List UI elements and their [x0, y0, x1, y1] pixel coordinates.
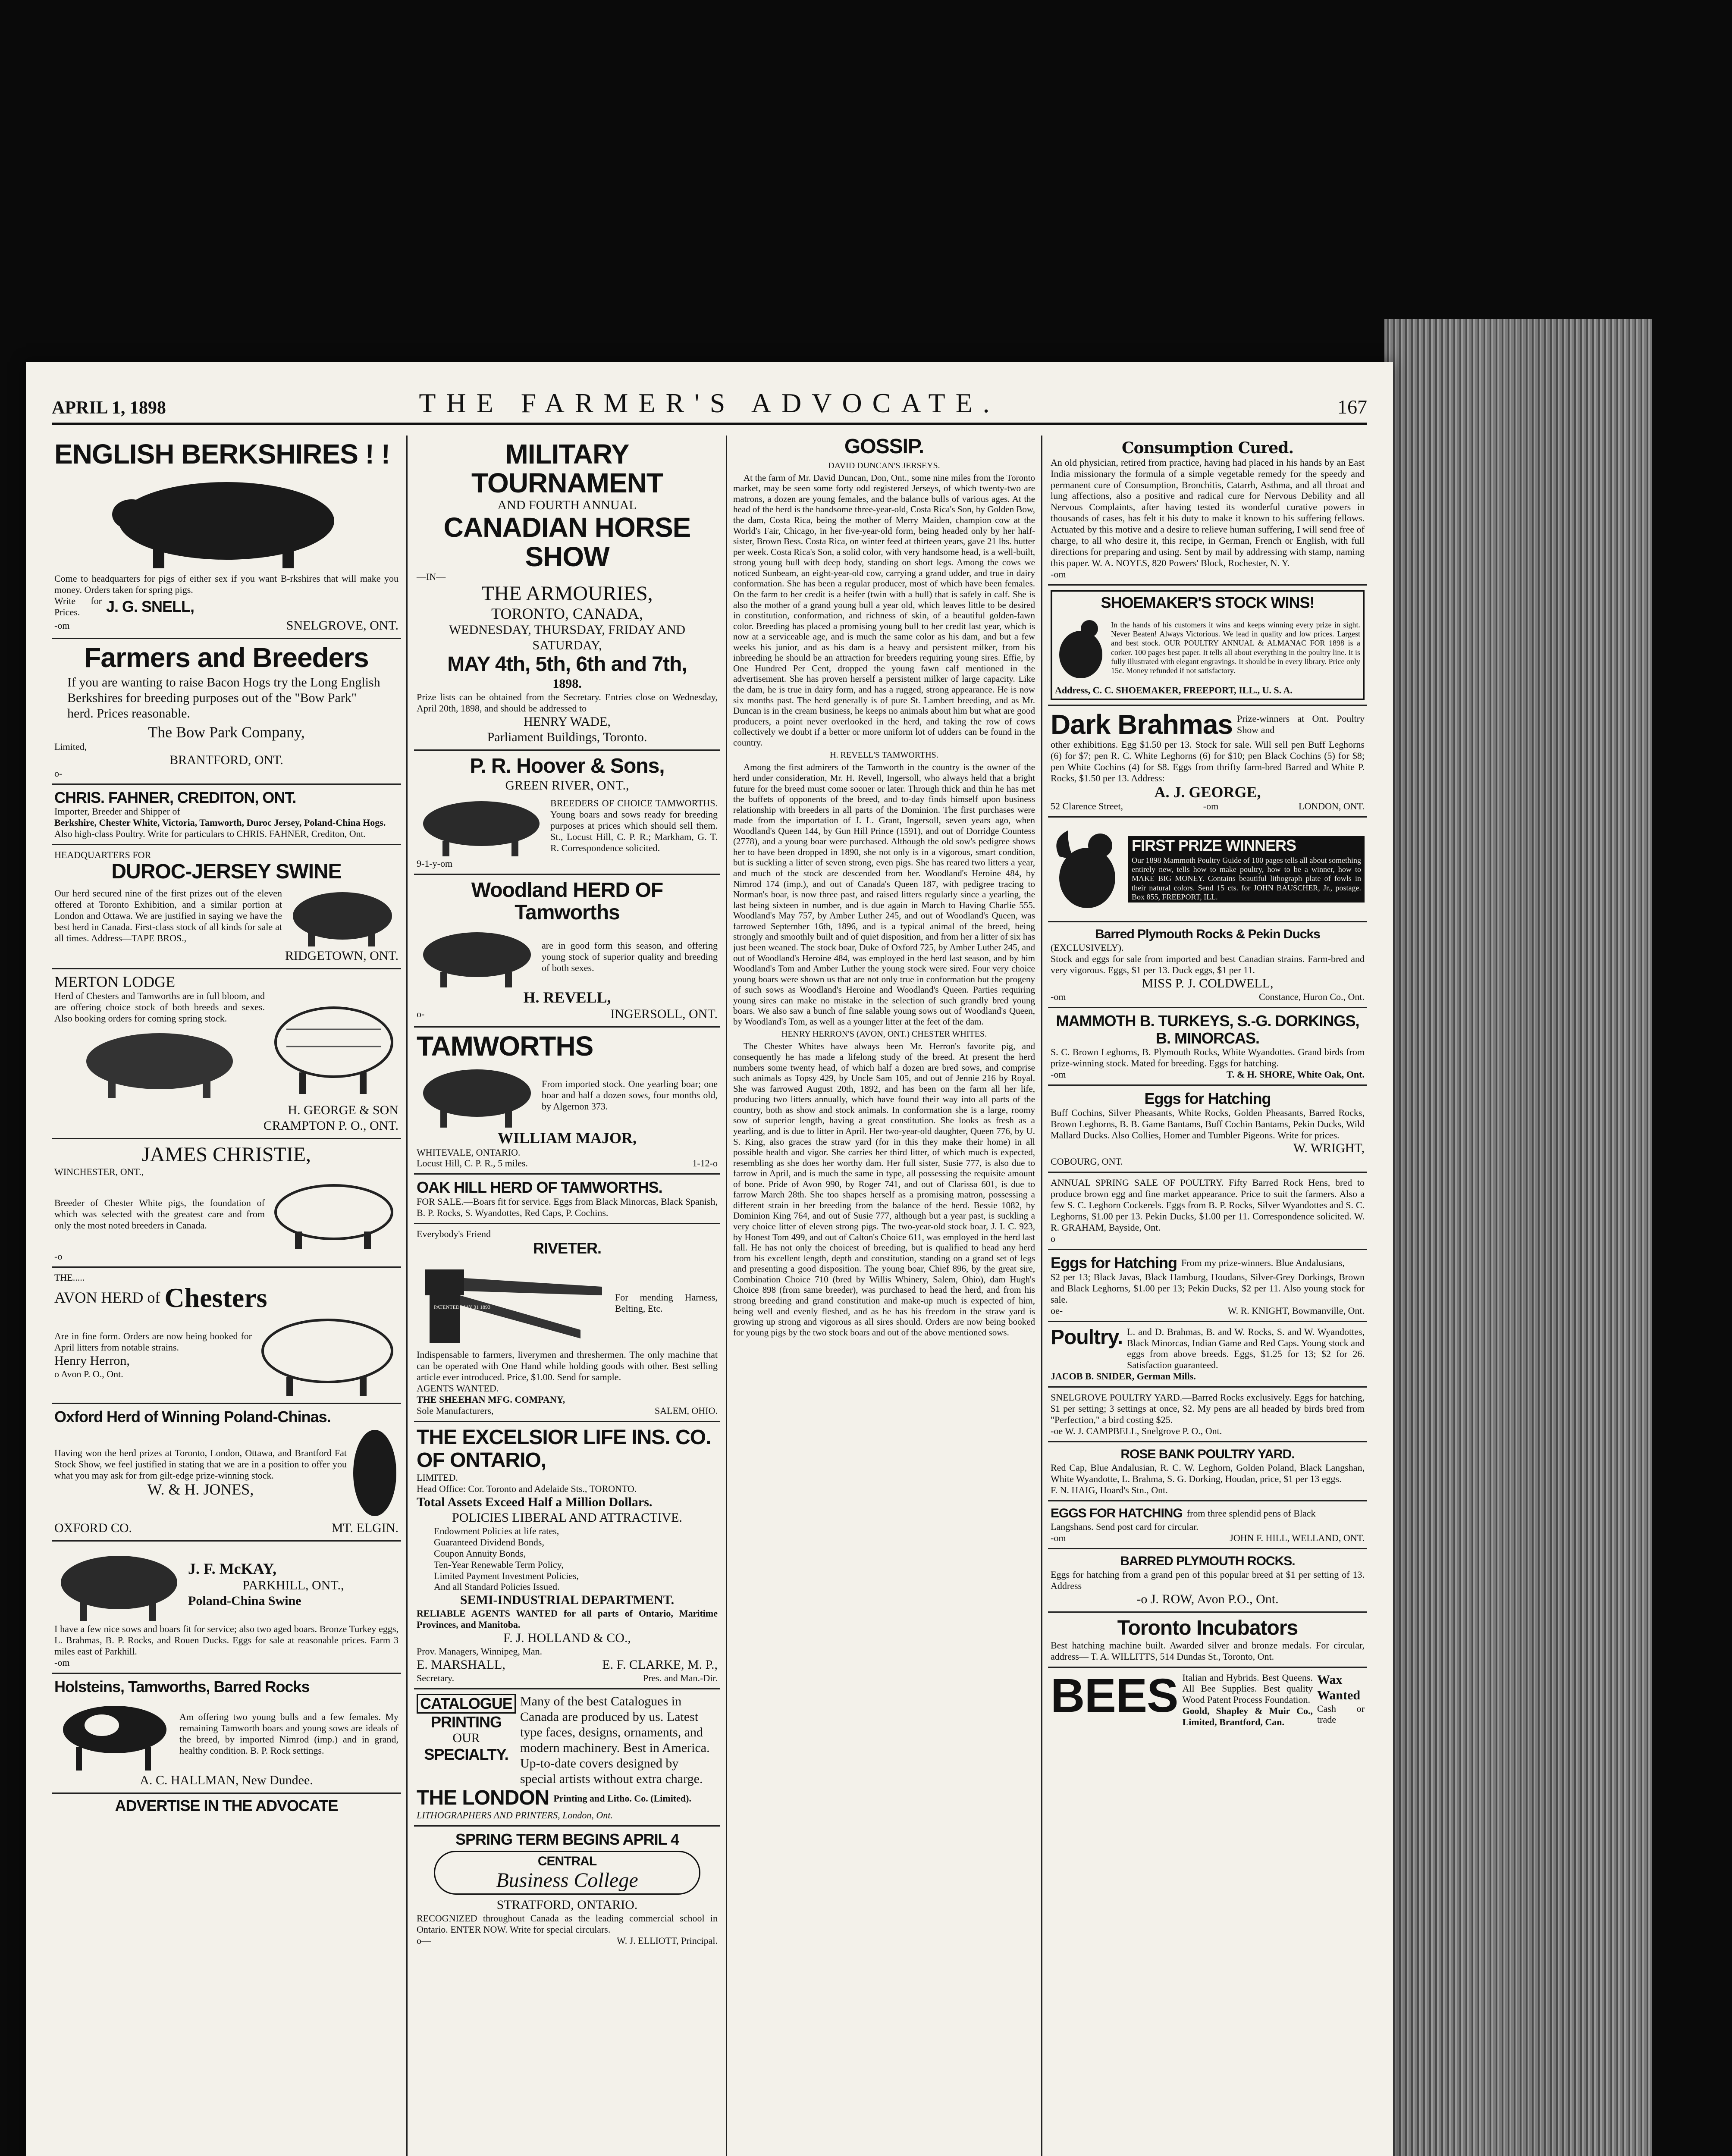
ad-consumption — [1048, 436, 1367, 586]
tamworth-pig-illustration — [417, 924, 537, 989]
ad-place: RIDGETOWN, ONT. — [285, 948, 398, 963]
column-rule — [406, 436, 408, 2156]
column-4 — [1048, 436, 1367, 2156]
ad-code: -om — [54, 620, 70, 631]
policy-list-item: Limited Payment Investment Policies, — [434, 1570, 579, 1581]
ad-place: o Avon P. O., Ont. — [54, 1369, 123, 1380]
ad-duroc — [52, 845, 401, 969]
chester-pig-illustration — [78, 1027, 242, 1100]
ad-code: o— — [417, 1935, 431, 1946]
ad-title: BARRED PLYMOUTH ROCKS. — [1120, 1554, 1295, 1568]
gossip-subhead: DAVID DUNCAN'S JERSEYS. — [828, 461, 940, 470]
ad-title: DUROC-JERSEY SWINE — [111, 860, 342, 884]
ad-snelgrove-poultry — [1048, 1388, 1367, 1442]
ad-body: FOR SALE.—Boars fit for service. Eggs from Black Minorcas, Black Spanish, B. P. Rocks, S. Wyandottes, Red Caps, P. Cochins. — [417, 1196, 718, 1218]
ad-left4: SPECIALTY. — [424, 1745, 508, 1764]
ad-body: BREEDERS OF CHOICE TAMWORTHS. Young boars and sows ready for breeding purposes at prices which should sell them. St., Locust Hill, C. P. R.; Markham, G. T. R. Correspondence solicited. — [550, 797, 718, 853]
ad-code: oe- — [1051, 1305, 1063, 1316]
ad-place: SNELGROVE, ONT. — [286, 618, 398, 633]
ad-body: Indispensable to farmers, liverymen and threshermen. The only machine that can be operated with One Hand while holding goods with other. Best selling article ever introduced. Price, $1.00. Send for sample. — [417, 1349, 718, 1383]
duroc-pig-illustration — [286, 884, 398, 948]
ad-name: JACOB B. SNIDER, German Mills. — [1051, 1371, 1196, 1382]
ad-addr: Locust Hill, C. P. R., 5 miles. — [417, 1158, 528, 1169]
ad-bees — [1048, 1668, 1367, 1733]
ad-line1: Importer, Breeder and Shipper of — [54, 806, 180, 817]
berkshire-pig-illustration — [106, 471, 347, 570]
ad-title: Poultry. — [1051, 1326, 1123, 1349]
hen-illustration — [1055, 611, 1107, 685]
ad-side: from three splendid pens of Black — [1186, 1508, 1316, 1519]
ad-revell — [414, 875, 720, 1028]
ad-managers: Prov. Managers, Winnipeg, Man. — [417, 1646, 543, 1657]
column-2 — [414, 436, 720, 2156]
tamworth-pig-illustration — [417, 1061, 537, 1130]
gossip-title: GOSSIP. — [844, 436, 924, 458]
ad-big: Chesters — [164, 1282, 267, 1313]
ad-name: T. & H. SHORE, White Oak, Ont. — [1226, 1069, 1365, 1080]
ad-mckay — [52, 1542, 401, 1674]
ad-body: Buff Cochins, Silver Pheasants, White Rocks, Golden Pheasants, Barred Rocks, Brown Leghorns, B. B. Game Bantams, Buff Cochin Bantams, Pekin Ducks, Wild Mallard Ducks. Also Collies, Homer and Tumbler Pigeons. Write for prices. — [1051, 1107, 1365, 1141]
ad-title: Consumption Cured. — [1122, 439, 1293, 457]
ad-title: Woodland HERD OF Tamworths — [471, 878, 663, 924]
ad-place: WHITEVALE, ONTARIO. — [417, 1147, 521, 1158]
ad-code: o — [1051, 1233, 1055, 1244]
ad-title: EGGS FOR HATCHING — [1051, 1506, 1183, 1520]
column-rule — [726, 436, 727, 2156]
ad-title: ROSE BANK POULTRY YARD. — [1120, 1447, 1295, 1462]
ad-code: -om — [1203, 801, 1219, 812]
riveter-tool-illustration — [417, 1257, 611, 1347]
ad-shore — [1048, 1008, 1367, 1086]
ad-title: MILITARY TOURNAMENT — [471, 439, 663, 499]
ad-oak-hill — [414, 1175, 720, 1224]
gossip-subhead: H. REVELL'S TAMWORTHS. — [830, 750, 938, 760]
ad-body: Breeder of Chester White pigs, the foundation of which was selected with the greatest care and from only the most noted breeders in Canada. — [54, 1197, 265, 1231]
ad-place: CRAMPTON P. O., ONT. — [263, 1119, 398, 1133]
ad-body: Italian and Hybrids. Best Queens. All Bee Supplies. Best quality Wood Patent Process Foundation. — [1182, 1672, 1313, 1705]
ad-title: Dark Brahmas — [1051, 708, 1233, 740]
ad-wright — [1048, 1086, 1367, 1173]
ad-shoemaker — [1048, 586, 1367, 706]
ad-coldwell — [1048, 922, 1367, 1008]
ad-write: Write for Prices. — [54, 595, 102, 618]
pig-head-illustration — [351, 1426, 398, 1520]
poland-china-pig-illustration — [54, 1546, 184, 1623]
ad-addr: Address, C. C. SHOEMAKER, FREEPORT, ILL., U. S. A. — [1055, 684, 1293, 696]
ad-title: BEES — [1051, 1669, 1178, 1722]
ad-name: A. C. HALLMAN, New Dundee. — [140, 1773, 313, 1788]
ad-body: Are in fine form. Orders are now being booked for April litters from notable strains. — [54, 1331, 252, 1353]
tamworth-pig-illustration — [417, 793, 546, 858]
ad-graham — [1048, 1173, 1367, 1250]
ad-role: Sole Manufacturers, — [417, 1405, 494, 1416]
ad-dates: MAY 4th, 5th, 6th and 7th, — [447, 653, 687, 676]
ad-body: Also high-class Poultry. Write for particulars to CHRIS. FAHNER, Crediton, Ont. — [54, 828, 366, 840]
ad-semi: SEMI-INDUSTRIAL DEPARTMENT. — [460, 1593, 675, 1608]
ad-excl: (EXCLUSIVELY). — [1051, 942, 1124, 953]
ad-body: ANNUAL SPRING SALE OF POULTRY. Fifty Barred Rock Hens, bred to produce brown egg and fine market appearance. Price to suit the farmers. Also a few S. C. Leghorn Cockerels. Eggs from B. P. Rocks, Silver Wyandottes and S. C. Leghorns, $1.00 per 13. Pekin Ducks, $1.00 per 11. Correspondence solicited. W. R. GRAHAM, Bayside, Ont. — [1051, 1177, 1365, 1233]
ad-place: WINCHESTER, ONT., — [54, 1166, 144, 1178]
ad-code: o- — [417, 1008, 425, 1019]
ad-limited: Limited, — [54, 741, 87, 752]
ad-body: are in good form this season, and offering young stock of superior quality and breeding of both sexes. — [542, 940, 718, 974]
ad-line2: Berkshire, Chester White, Victoria, Tamworth, Duroc Jersey, Poland-China Hogs. — [54, 817, 386, 828]
ad-title: Oxford Herd of Winning Poland-Chinas. — [54, 1408, 331, 1426]
ad-policies: POLICIES LIBERAL AND ATTRACTIVE. — [452, 1510, 682, 1525]
ad-body: Our 1898 Mammoth Poultry Guide of 100 pages tells all about something entirely new, tells how to make poultry, how to be a winner, how to MAKE BIG MONEY. Contains beautiful lithograph plate of fowls in their natural colors. Send 15 cts. for JOHN BAUSCHER, Jr., postage. Box 855, FREEPORT, ILL. — [1128, 855, 1365, 903]
ad-script: Business College — [496, 1868, 638, 1892]
ad-body: Langshans. Send post card for circular. — [1051, 1521, 1199, 1532]
ad-county: OXFORD CO. — [54, 1520, 132, 1535]
ad-place: LONDON, ONT. — [1299, 801, 1365, 812]
masthead-title: THE FARMER'S ADVOCATE. — [419, 388, 1000, 418]
ad-body: Our herd secured nine of the first prizes out of the eleven offered at Toronto Exhibition, and a similar portion at London and Ottawa. We are justified in saying we have the best herd in Canada. First-class stock of all kinds for sale at all times. Address—TAPE BROS., — [54, 888, 282, 943]
ad-title: THE EXCELSIOR LIFE INS. CO. OF ONTARIO, — [417, 1426, 711, 1472]
column-rule — [1041, 436, 1042, 2156]
ad-name: A. J. GEORGE, — [1154, 783, 1261, 801]
ad-body: Many of the best Catalogues in Canada are produced by us. Latest type faces, designs, ornaments, and modern machinery. Best in America. Up-to-date covers designed by special artists without extra charge. — [520, 1694, 710, 1786]
ad-rose-bank — [1048, 1442, 1367, 1501]
ad-body: An old physician, retired from practice, having had placed in his hands by an East India missionary the formula of a simple vegetable remedy for the speedy and permanent cure of Consumption, Bronchitis, Catarrh, Asthma, and all throat and lung affections, also a positive and radical cure for Nervous Debility and all Nervous Complaints, after having tested its wonderful curative powers in thousands of cases, has felt it his duty to make it known to his suffering fellows. Actuated by this motive and a desire to relieve human suffering, I will send free of charge, to all who desire it, this recipe, in German, French or English, with full directions for preparing and using. Sent by mail by addressing with stamp, naming this paper. W. A. NOYES, 820 Powers' Block, Rochester, N. Y. — [1051, 457, 1365, 569]
ad-sub: LITHOGRAPHERS AND PRINTERS, London, Ont. — [417, 1810, 613, 1821]
ad-body: Red Cap, Blue Andalusian, R. C. W. Leghorn, Golden Poland, Black Langshan, White Wyandotte, L. Brahma, S. G. Dorking, Houdan, price, $1 per 13 eggs. — [1051, 1462, 1365, 1485]
ad-body: Having won the herd prizes at Toronto, London, Ottawa, and Brantford Fat Stock Show, we feel justified in stating that we are in a position to offer you what you may ask for from gilt-edge prize-winning stock. — [54, 1448, 347, 1481]
page-number: 167 — [1337, 396, 1367, 418]
policy-list-item: And all Standard Policies Issued. — [434, 1581, 560, 1592]
ad-row — [1048, 1549, 1367, 1613]
ad-title: TAMWORTHS — [417, 1030, 593, 1062]
ad-year: 1898. — [552, 676, 582, 691]
ad-clarke: E. F. CLARKE, M. P., — [602, 1658, 718, 1672]
ad-title: SPRING TERM BEGINS APRIL 4 — [455, 1830, 679, 1848]
ad-name: H. REVELL, — [523, 989, 611, 1006]
ad-name: JOHN F. HILL, WELLAND, ONT. — [1230, 1532, 1365, 1543]
ad-code: 9-1-y-om — [417, 858, 453, 869]
ad-company: THE SHEEHAN MFG. COMPANY, — [417, 1394, 565, 1405]
page-header — [52, 388, 1367, 425]
ad-agents: RELIABLE AGENTS WANTED for all parts of Ontario, Maritime Provinces, and Manitoba. — [417, 1608, 718, 1630]
ad-place: GREEN RIVER, ONT., — [505, 778, 629, 793]
ad-hill — [1048, 1501, 1367, 1549]
ad-body: SNELGROVE POULTRY YARD.—Barred Rocks exclusively. Eggs for hatching, $1 per setting; 3 settings at once, $2. My pens are all headed by birds bred from "Perfection," a bird costing $25. — [1051, 1392, 1365, 1426]
ad-marshall: E. MARSHALL, — [417, 1658, 505, 1672]
ad-name: F. N. HAIG, Hoard's Stn., Ont. — [1051, 1485, 1168, 1496]
column-1 — [52, 436, 401, 2156]
ad-business-college — [414, 1827, 720, 1951]
ad-fahner — [52, 785, 401, 845]
tamworth-pig-illustration — [269, 995, 398, 1098]
ad-title: ENGLISH BERKSHIRES ! ! — [54, 439, 390, 470]
ad-dark-brahmas — [1048, 706, 1367, 818]
ad-days: WEDNESDAY, THURSDAY, FRIDAY AND SATURDAY, — [449, 623, 686, 653]
issue-date: APRIL 1, 1898 — [52, 398, 166, 418]
ad-code: -om — [1051, 991, 1066, 1003]
ad-knight — [1048, 1250, 1367, 1322]
policy-list-item: Coupon Annuity Bonds, — [434, 1548, 526, 1559]
ad-place: MT. ELGIN. — [331, 1520, 398, 1535]
ad-name: W. & H. JONES, — [147, 1480, 254, 1498]
ad-in: —IN— — [417, 571, 446, 582]
ad-place: INGERSOLL, ONT. — [610, 1006, 718, 1021]
ad-title: JAMES CHRISTIE, — [141, 1143, 311, 1166]
ad-code: o- — [54, 768, 63, 779]
ad-body: Herd of Chesters and Tamworths are in full bloom, and are offering choice stock of both breeds and sexes. Also booking orders for coming spring stock. — [54, 990, 265, 1024]
ad-limited: LIMITED. — [417, 1472, 458, 1483]
ad-place: STRATFORD, ONTARIO. — [496, 1898, 638, 1912]
book-page-edges — [1384, 319, 1652, 2156]
ad-name: W. WRIGHT, — [1293, 1141, 1365, 1156]
ad-company: The Bow Park Company, — [148, 724, 305, 741]
ad-body: other exhibitions. Egg $1.50 per 13. Stock for sale. Will sell pen Buff Leghorns (6) for $7; pen R. C. White Leghorns (6) for $10; pen Black Cochins (5) for $8; pen White Cochins (4) for $8. Eggs from thrifty farm-bred Barred and White P. Rocks, $1.50 per 13. Address: — [1051, 739, 1365, 783]
gossip-paragraph: The Chester Whites have always been Mr. Herron's favorite pig, and consequently he has made a lifelong study of the breed. At present the herd numbers some twenty head, of which half a dozen are bred sows, and comprise such animals as Topsy 429, by Uncle Sam 105, and out of Jennie 216 by Royal. She was farrowed August 20th, 1892, and has been on the farm all her life, producing two litters annually, which have found their way into all parts of the country, both as show and stock animals. In conformation she is a large, roomy sow of superior length, having a great constitution. She looks as fresh as a yearling, and is due to litter in April. Her two-year-old daughter, Queen 776, by U. S. King, also graces the straw yard (for in this they make their home) in all possible health and vigor. She carries her third litter, of which much is expected, resembling as she does her worthy dam. Her full sister, Susie 777, is also due to farrow in April, and is much the same in type, all possessing the requisite amount of bone. Pride of Avon 990, by Roger 741, and out of Clarissa 601, is due to farrow March 28th. She too shapes herself as a promising matron, possessing a different strain in her breeding from the balance of the herd. Bessie 1082, by Dominion King 764, and out of Susie 777, although but a year past, is suckling a very choice litter of eleven strong pigs. The two-year-old stock boar, J. I. C. 923, by Honest Tom 499, and out of Calton's Choice 611, was employed in the herd last fall. He has not only the choicest of breeding, but is qualified to head any herd from his excellent length, depth and constitution, standing on a grand set of legs and presenting a good disposition. The young boar, Chief 896, by the great sire, Combination Choice 710 (bred by Willis Whinery, Salem, Ohio), dam Hugh's Choice 898 (from same breeder), was purchased to head the herd, and from his strong breeding and grand constitution and make-up much is expected of him, being well and evenly fleshed, and as he has his freedom in the straw yard is growing up strong and vigorous as all sires should. Orders are now being booked for young pigs by the two stock boars and out of the above mentioned sows. — [733, 1041, 1035, 1338]
gossip-paragraph: At the farm of Mr. David Duncan, Don, Ont., some nine miles from the Toronto market, may be seen some forty odd registered Jerseys, of which twenty-two are matrons, a dozen are young females, and the balance bulls of various ages. At the head of the herd is the handsome three-year-old, Costa Rica's Son, by Golden Bow, the dam, Costa Rica, being the mother of Merry Maiden, champion cow at the World's Fair, Chicago, in her five-year-old form, being headed only by her half-sister, Brown Bess. Costa Rica, on winter feed at thirteen years, gave 21 lbs. butter per week. Costa Rica's Son, a solid color, with very handsome head, is a well-built, strong young bull with deep body, standing on short legs. Among the cows we noticed Sunbeam, an eight-year-old cow, carrying a grand udder, and true in dairy conformation. She has been a regular producer, most of which have been females. On the farm to her credit is a heifer (twin with a bull) that is safely in calf. She is also the mother of a grand young bull a year old, which leaves little to be desired in constitution, conformation, and richness of skin, of a beautiful golden-fawn color. Breeding has placed a promising young bull to her credit last year, which is now at a serviceable age, and is much the same color as his dam, and but a few weeks his junior, and as his dam is a heavy and persistent milker, from his inbreeding he should be an attraction for breeders requiring young sires. Effie, by One Hundred Per Cent, dropped the young fawn calf mentioned in the advertisement. She has proven herself a persistent milker of large capacity. Like the dam, he is true in dairy form, and has a rugged, strong appearance. He is now six months past. The herd generally is of pure St. Lambert breeding, and as Mr. Duncan is in the cream business, he keeps no animals about him but what are good producers, a point never overlooked in the herd, and taking the row of cows collectively we doubt if a better or more uniform lot of udders can be found in the country. — [733, 472, 1035, 748]
policy-list-item: Ten-Year Renewable Term Policy, — [434, 1559, 564, 1570]
ad-patent: PATENTED MAY 31 1893 — [434, 1304, 491, 1310]
ad-body: Am offering two young bulls and a few females. My remaining Tamworth boars and young sows are ideals of the breed, by imported Nimrod (imp.) and in grand, healthy condition. B. P. Rock settings. — [179, 1711, 398, 1756]
ad-military-tournament — [414, 436, 720, 751]
ad-excelsior — [414, 1422, 720, 1689]
ad-code: -o — [54, 1251, 63, 1262]
ad-clarke-role: Pres. and Man.-Dir. — [643, 1673, 718, 1684]
ad-body: Come to headquarters for pigs of either sex if you want B-rkshires that will make you money. Orders taken for spring pigs. — [54, 573, 398, 595]
ad-code: -om — [1051, 569, 1066, 580]
ad-title: Eggs for Hatching — [1051, 1254, 1177, 1272]
ad-berkshires — [52, 436, 401, 639]
ad-title: CHRIS. FAHNER, CREDITON, ONT. — [54, 788, 296, 806]
ad-oxford-herd — [52, 1404, 401, 1542]
ad-pre: THE..... — [54, 1272, 85, 1283]
gossip-subhead: HENRY HERRON'S (AVON, ONT.) CHESTER WHITES. — [781, 1029, 987, 1039]
holstein-cow-illustration — [54, 1695, 175, 1773]
ad-title: Farmers and Breeders — [84, 642, 369, 673]
ad-name: W. J. ELLIOTT, Principal. — [616, 1935, 718, 1946]
ad-code: -om — [1051, 1069, 1066, 1080]
ad-hoover — [414, 751, 720, 875]
ad-breed: Poland-China Swine — [188, 1593, 301, 1608]
ad-body: Best hatching machine built. Awarded silver and bronze medals. For circular, address— T. A. WILLITTS, 514 Dundas St., Toronto, Ont. — [1051, 1639, 1365, 1662]
ad-body: Stock and eggs for sale from imported and best Canadian strains. Farm-bred and very vigorous. Eggs, $1 per 13. Duck eggs, $1 per 11. — [1051, 953, 1365, 976]
ad-title: Eggs for Hatching — [1144, 1090, 1271, 1108]
ad-assets: Total Assets Exceed Half a Million Dollars. — [417, 1495, 653, 1509]
ad-holland: F. J. HOLLAND & CO., — [503, 1631, 631, 1645]
column-3-gossip — [733, 436, 1035, 2156]
policy-list-item: Endowment Policies at life rates, — [434, 1525, 559, 1536]
ad-merton-lodge — [52, 969, 401, 1139]
ad-body: S. C. Brown Leghorns, B. Plymouth Rocks, White Wyandottes. Grand birds from prize-winning stock. Mated for breeding. Eggs for hatching. — [1051, 1047, 1365, 1069]
ad-body: Prize lists can be obtained from the Secretary. Entries close on Wednesday, April 20th, 1898, and should be addressed to — [417, 691, 718, 714]
footer-advertise: ADVERTISE IN THE ADVOCATE — [115, 1797, 338, 1815]
ad-city: TORONTO, CANADA, — [491, 605, 643, 622]
ad-name: J. F. McKAY, — [188, 1560, 277, 1577]
ad-name: H. GEORGE & SON — [288, 1103, 398, 1118]
ad-body: If you are wanting to raise Bacon Hogs try the Long English Berkshires for breeding purposes out of the "Bow Park" herd. Prices reasonable. — [67, 675, 380, 721]
ad-body: $2 per 13; Black Javas, Black Hamburg, Houdans, Silver-Grey Dorkings, Brown and Black Leghorns, $1.00 per 13; Pekin Ducks, $2 per 11. Also young stock for sale. — [1051, 1271, 1365, 1305]
ad-side: From my prize-winners. Blue Andalusians, — [1181, 1257, 1345, 1268]
ad-side: For mending Harness, Belting, Etc. — [615, 1292, 718, 1314]
ad-title: OAK HILL HERD OF TAMWORTHS. — [417, 1178, 662, 1197]
ad-christie — [52, 1139, 401, 1268]
ad-place: SALEM, OHIO. — [654, 1405, 718, 1416]
ad-name: THE LONDON — [417, 1786, 549, 1810]
ad-pre: Everybody's Friend — [417, 1228, 491, 1239]
ad-body: From imported stock. One yearling boar; one boar and half a dozen sows, four months old, by Algernon 373. — [542, 1078, 718, 1112]
ad-name: -oe W. J. CAMPBELL, Snelgrove P. O., Ont. — [1051, 1426, 1222, 1437]
ad-name: J. G. SNELL, — [106, 598, 195, 616]
avon-pig-illustration — [256, 1312, 398, 1398]
ad-hallman — [52, 1674, 401, 1794]
ad-pre: HEADQUARTERS FOR — [54, 849, 151, 861]
chester-white-pig-illustration — [269, 1178, 398, 1251]
ad-name: HENRY WADE, — [524, 714, 611, 729]
ad-place: COBOURG, ONT. — [1051, 1156, 1123, 1167]
ad-place: BRANTFORD, ONT. — [169, 752, 283, 767]
ad-name: Henry Herron, — [54, 1354, 130, 1368]
ad-avon-herd — [52, 1268, 401, 1404]
ad-major — [414, 1028, 720, 1175]
ad-title: SHOEMAKER'S STOCK WINS! — [1101, 594, 1315, 612]
ad-title: AVON HERD of — [54, 1288, 160, 1306]
ad-snider — [1048, 1322, 1367, 1388]
ad-place: PARKHILL, ONT., — [242, 1578, 344, 1592]
ad-body: L. and D. Brahmas, B. and W. Rocks, S. and W. Wyandottes, Black Minorcas, Indian Game and Red Caps. Young stock and eggs from above breeds. Eggs, $1.25 for 13; $2 for 26. Satisfaction guaranteed. — [1127, 1326, 1365, 1371]
ad-body: In the hands of his customers it wins and keeps winning every prize in sight. Never Beaten! Always Victorious. We lead in quality and low prices. Largest and best stock. OUR POULTRY ANNUAL & ALMANAC FOR 1898 is a corker. 100 pages best paper. It tells all about everything in the poultry line. It is fully illustrated with elegant engravings. It should be in every library. Price only 15c. Money refunded if not satisfactory. — [1111, 620, 1360, 675]
ad-first-prize-winners — [1048, 818, 1367, 922]
ad-title: Barred Plymouth Rocks & Pekin Ducks — [1095, 927, 1320, 942]
ad-sub: AND FOURTH ANNUAL — [497, 498, 637, 513]
ad-office: Head Office: Cor. Toronto and Adelaide Sts., TORONTO. — [417, 1483, 637, 1494]
ad-title: FIRST PRIZE WINNERS — [1128, 836, 1365, 855]
ad-place: Constance, Huron Co., Ont. — [1258, 991, 1365, 1003]
ad-name2: Printing and Litho. Co. (Limited). — [553, 1792, 691, 1804]
ad-side: Prize-winners at Ont. Poultry Show and — [1237, 713, 1365, 736]
ad-riveter — [414, 1224, 720, 1422]
ad-marshall-role: Secretary. — [417, 1673, 455, 1684]
ad-show: CANADIAN HORSE SHOW — [443, 512, 691, 572]
newspaper-page — [26, 362, 1393, 2156]
ad-wax: Wax Wanted — [1317, 1672, 1361, 1702]
ad-name: W. R. KNIGHT, Bowmanville, Ont. — [1227, 1305, 1365, 1316]
policy-list — [417, 1526, 718, 1593]
ad-body: RECOGNIZED throughout Canada as the leading commercial school in Ontario. ENTER NOW. Write for special circulars. — [417, 1913, 718, 1935]
ad-toronto-incubators — [1048, 1613, 1367, 1668]
ad-title: RIVETER. — [533, 1239, 602, 1257]
ad-body: I have a few nice sows and boars fit for service; also two aged boars. Bronze Turkey eggs, L. Brahmas, B. P. Rocks, and Rouen Ducks. Eggs for sale at reasonable prices. Farm 3 miles east of Parkhill. — [54, 1623, 398, 1657]
policy-list-item: Guaranteed Dividend Bonds, — [434, 1536, 544, 1548]
ad-left1: CATALOGUE — [417, 1694, 516, 1714]
ad-code: -om — [54, 1657, 70, 1668]
ad-name: -o J. ROW, Avon P.O., Ont. — [1136, 1592, 1279, 1606]
ad-addr: Parliament Buildings, Toronto. — [487, 730, 647, 744]
gossip-paragraph: Among the first admirers of the Tamworth in the country is the owner of the herd under consideration, Mr. H. Revell, Ingersoll, who always held that a bright future for the breed must come sooner or later. Through thick and thin he has met the buffets of opponents of the breed, and to-day finds himself upon business relationship with breeders in all parts of the Dominion. The first purchases were made from the importation of J. L. Grant, Ingersoll, seven years ago, when Woodland's Queen 144, by Gun Hill Prince (1591), and out of Dorridge Countess (2778), and a young boar were purchased. Although the old sow's pedigree shows her to have been dropped in 1890, she not only is in a vigorous, smart condition, but is suckling a litter of seven strong, even pigs. She has reared two litters a year, and much of the stock are descended from her. Woodland's Heroine 484, by Nimrod 174 (imp.), and out of Canada's Queen 187, with pedigree tracing to Norman's boar, is now three past, and raised litters regularly since a yearling, the last being sixteen in number, and is due again in March to Having Charlie 555. Woodland's May 757, by Amber Luther 245, and out of Woodland's Queen, was farrowed September 16th, 1896, and is a typical animal of the breed, being strongly and smoothly built and of quiet disposition, and from her a litter of six has just been weaned. The stock boar, Duke of Oxford 725, by Amber Luther 245, and out of Woodland's Heroine 484, was employed in the herd last season, and by him Woodland's Tom and Amber Luther the young stock were sired. Four very choice young boars were shown us that are not only true in conformation but the progeny of such sows as Woodland's Heroine and Woodland's Queen. Parties requiring young sires can make no mistake in the selection of such grandly bred young boars. We also saw a bunch of fine salable young sows out of Woodland's Queen, by Woodland's Tom, as well as a younger litter at the feet of the dam. — [733, 762, 1035, 1027]
ad-title: P. R. Hoover & Sons, — [470, 754, 665, 777]
ad-agents: AGENTS WANTED. — [417, 1383, 499, 1394]
ad-cash: Cash or trade — [1317, 1703, 1365, 1725]
ad-body: Eggs for hatching from a grand pen of this popular breed at $1 per setting of 13. Address — [1051, 1569, 1365, 1591]
ad-farmers-breeders — [52, 639, 401, 785]
ad-venue: THE ARMOURIES, — [481, 582, 653, 605]
ad-code: 1-12-o — [692, 1158, 718, 1169]
ad-name: Goold, Shapley & Muir Co., Limited, Brantford, Can. — [1182, 1705, 1313, 1728]
ad-london-printing — [414, 1689, 720, 1827]
ad-title: MERTON LODGE — [54, 973, 176, 990]
ad-title: Toronto Incubators — [1117, 1616, 1298, 1639]
ad-title: Holsteins, Tamworths, Barred Rocks — [54, 1677, 310, 1695]
rooster-illustration — [1051, 822, 1124, 917]
ad-left2: PRINTING — [430, 1713, 502, 1731]
ad-name: MISS P. J. COLDWELL, — [1142, 976, 1274, 991]
ad-central: CENTRAL — [537, 1854, 597, 1868]
ad-addr: 52 Clarence Street, — [1051, 801, 1123, 812]
ad-title: MAMMOTH B. TURKEYS, S.-G. DORKINGS, B. MINORCAS. — [1056, 1012, 1359, 1047]
ad-code: -om — [1051, 1532, 1066, 1543]
ad-left3: OUR — [452, 1731, 480, 1745]
ad-name: WILLIAM MAJOR, — [498, 1129, 637, 1147]
